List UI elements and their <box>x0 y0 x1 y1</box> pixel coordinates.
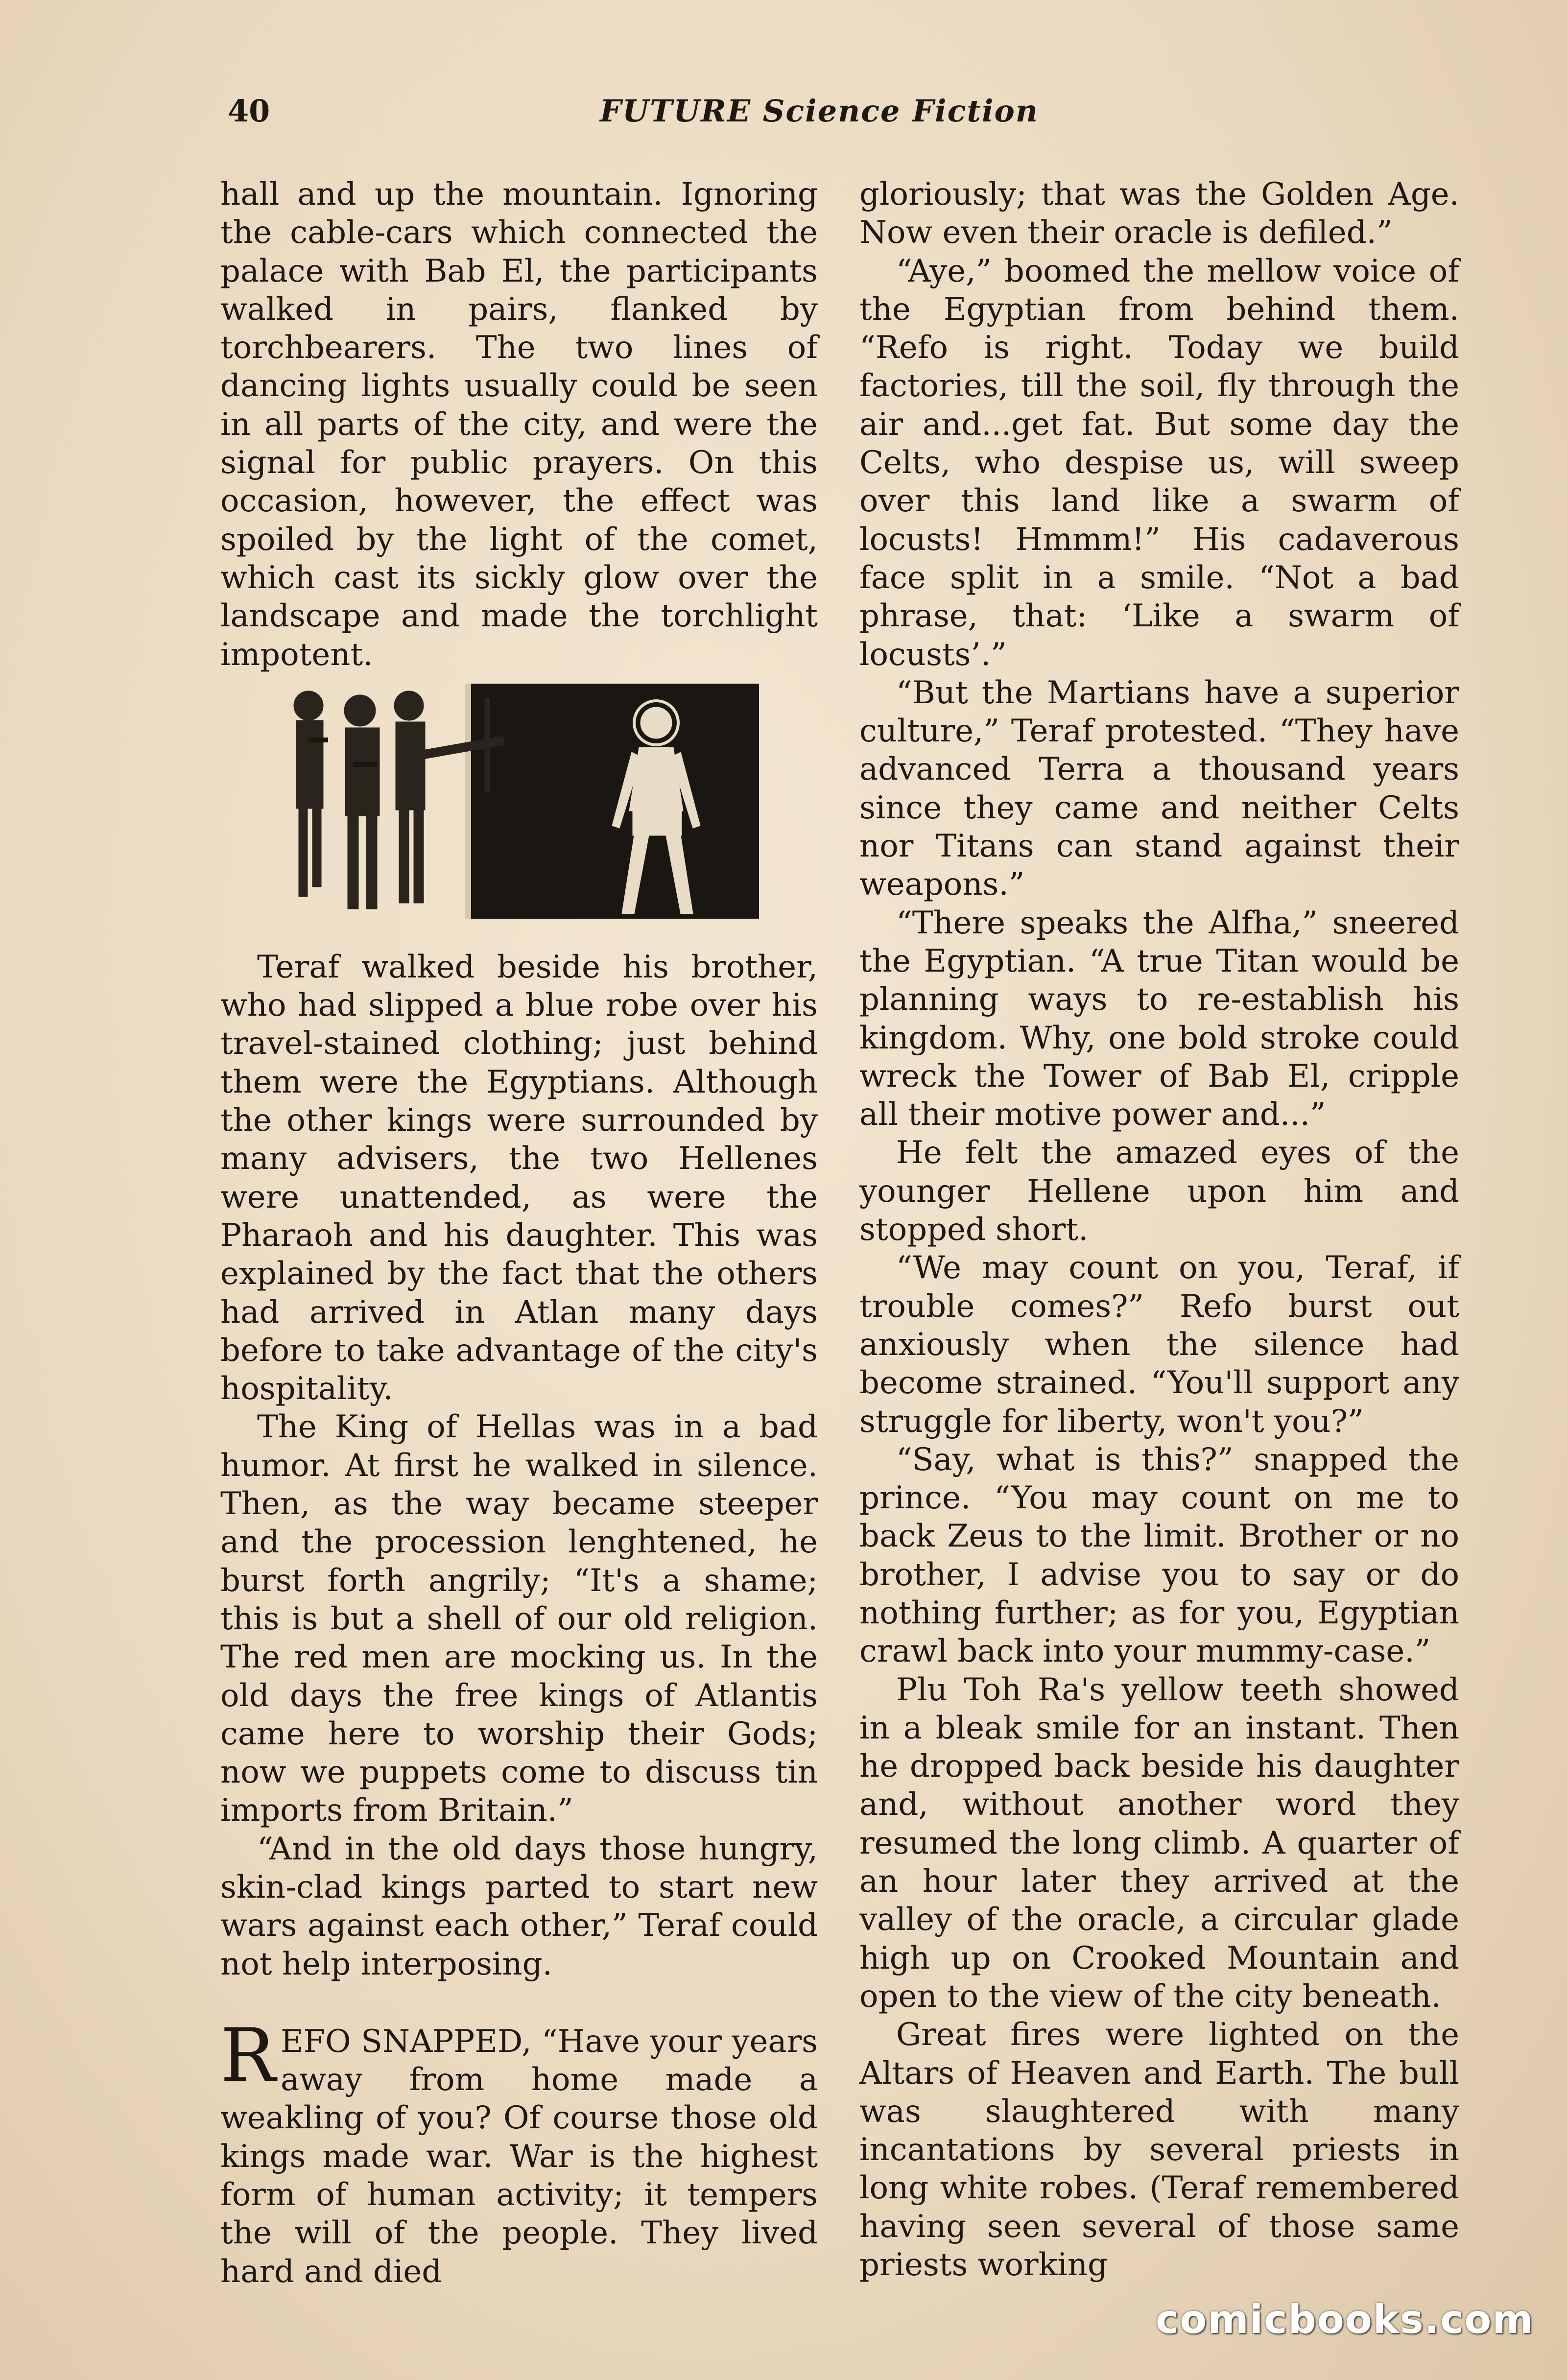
paragraph: Teraf walked beside his brother, who had slipped a blue robe over his travel-stained clothing; just behind them were the Egyptians. Although the other kings were surrounded by many advisers, the two Hellenes were unattended, as were the Pharaoh and his daughter. This was explained by the fact that the others had arrived in Atlan many days before to take advantage of the city's hospitality. <box>220 949 818 1407</box>
paragraph: hall and up the mountain. Ignoring the cable-cars which connected the palace with Bab El, the participants walked in pairs, flanked by torchbearers. The two lines of dancing lights usually could be seen in all parts of the city, and were the signal for public prayers. On this occasion, however, the effect was spoiled by the light of the comet, which cast its sickly glow over the landscape and made the torchlight impotent. <box>220 176 818 673</box>
site-watermark: comicbooks.com <box>1156 2297 1534 2342</box>
drop-cap: R <box>220 2013 276 2098</box>
right-column <box>859 175 1459 2284</box>
paragraph-dropcap <box>220 2013 818 2291</box>
paragraph: “There speaks the Alfha,” sneered the Egyptian. “A true Titan would be planning ways to re-establish his kingdom. Why, one bold stroke could wreck the Tower of Bab El, cripple all their motive power and...” <box>859 904 1459 1133</box>
left-column <box>220 175 818 2291</box>
paragraph: gloriously; that was the Golden Age. Now even their oracle is defiled.” <box>859 176 1459 251</box>
paragraph: “But the Martians have a superior culture,” Teraf protested. “They have advanced Terra a thousand years since they came and neither Celts nor Titans can stand against their weapons.” <box>859 674 1459 903</box>
paragraph: “And in the old days those hungry, skin-clad kings parted to start new wars against each other,” Teraf could not help interposing. <box>220 1831 818 1982</box>
paragraph: Plu Toh Ra's yellow teeth showed in a bleak smile for an instant. Then he dropped back beside his daughter and, without another word they resumed the long climb. A quarter of an hour later they arrived at the valley of the oracle, a circular glade high up on Crooked Mountain and open to the view of the city beneath. <box>859 1671 1459 2015</box>
paragraph: The King of Hellas was in a bad humor. At first he walked in silence. Then, as the way became steeper and the procession lenghtened, he burst forth angrily; “It's a shame; this is but a shell of our old religion. The red men are mocking us. In the old days the free kings of Atlantis came here to worship their Gods; now we puppets come to discuss tin imports from Britain.” <box>220 1409 818 1829</box>
paragraph: “We may count on you, Teraf, if trouble comes?” Refo burst out anxiously when the silence had become strained. “You'll support any struggle for liberty, won't you?” <box>859 1250 1459 1440</box>
paragraph: “Say, what is this?” snapped the prince. “You may count on me to back Zeus to the limit. Brother or no brother, I advise you to say or do nothing further; as for you, Egyptian crawl back into your mummy-case.” <box>859 1441 1459 1670</box>
page-number: 40 <box>228 93 270 129</box>
story-illustration <box>279 684 759 919</box>
paragraph: “Aye,” boomed the mellow voice of the Egyptian from behind them. “Refo is right. Today we build factories, till the soil, fly through the air and...get fat. But some day the Celts, who despise us, will sweep over this land like a swarm of locusts! Hmmm!” His cadaverous face split in a smile. “Not a bad phrase, that: ‘Like a swarm of locusts’.” <box>859 253 1459 673</box>
paragraph-text: EFO SNAPPED, “Have your years away from home made a weakling of you? Of course those old kings made war. War is the highest form of human activity; it tempers the will of the people. They lived hard and died <box>220 2023 818 2290</box>
paragraph: Great fires were lighted on the Altars of Heaven and Earth. The bull was slaughtered with many incantations by several priests in long white robes. (Teraf remembered having seen several of those same priests working <box>859 2017 1459 2284</box>
running-title: FUTURE Science Fiction <box>600 93 1039 129</box>
paragraph: He felt the amazed eyes of the younger Hellene upon him and stopped short. <box>859 1135 1459 1248</box>
